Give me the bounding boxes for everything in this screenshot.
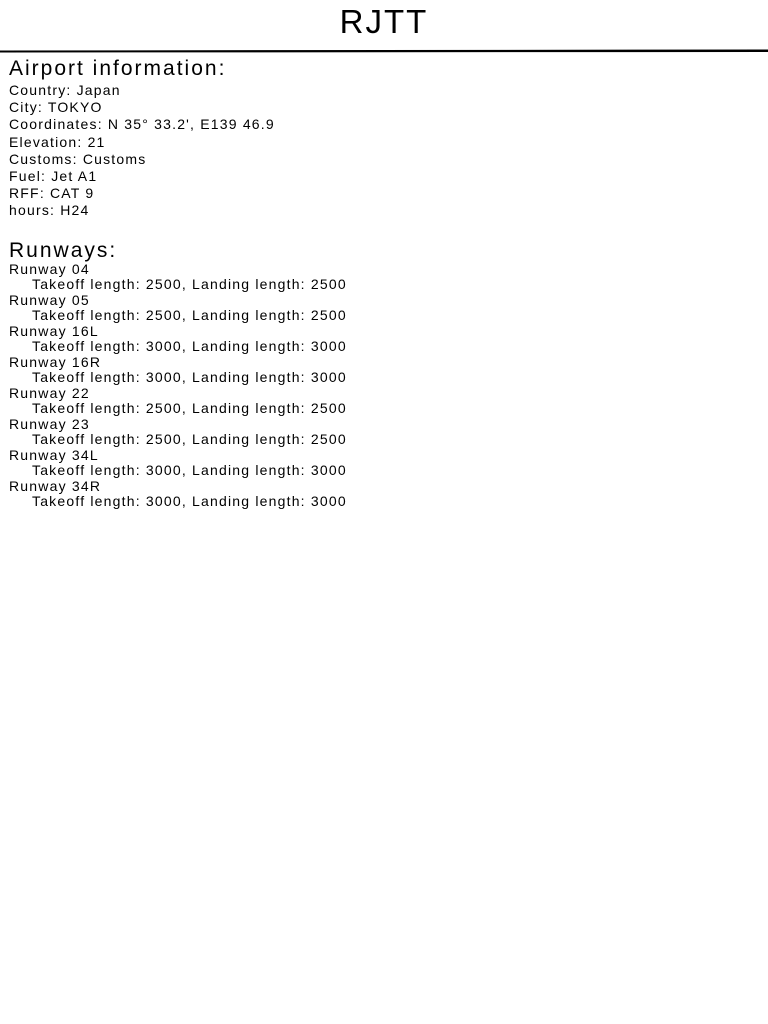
runway-name: Runway 16L (9, 322, 99, 339)
runway-item (9, 415, 749, 449)
runway-lengths: Takeoff length: 2500, Landing length: 2500 (32, 307, 347, 324)
runway-name: Runway 34L (9, 446, 99, 463)
info-country: Country: Japan (9, 82, 121, 98)
runway-lengths: Takeoff length: 2500, Landing length: 2500 (32, 400, 347, 417)
runway-lengths: Takeoff length: 3000, Landing length: 3000 (32, 338, 347, 355)
runway-name: Runway 22 (9, 384, 90, 401)
runway-item (9, 446, 749, 480)
info-rff: RFF: CAT 9 (9, 185, 95, 202)
runway-item (9, 384, 749, 418)
info-hours: hours: H24 (9, 202, 90, 219)
runway-name: Runway 04 (9, 260, 90, 277)
runway-name: Runway 16R (9, 353, 102, 370)
page-title: RJTT (339, 3, 429, 40)
runway-lengths: Takeoff length: 3000, Landing length: 3000 (32, 369, 347, 386)
airport-info-list (9, 82, 749, 220)
runway-name: Runway 23 (9, 415, 90, 432)
title-divider (0, 49, 768, 54)
runway-item (9, 260, 749, 294)
runway-name: Runway 34R (9, 477, 102, 494)
runway-item (9, 477, 749, 511)
info-fuel: Fuel: Jet A1 (9, 168, 98, 185)
runway-list (9, 260, 749, 511)
airport-info-heading: Airport information: (9, 57, 227, 80)
runway-lengths: Takeoff length: 3000, Landing length: 3000 (32, 462, 347, 479)
info-customs: Customs: Customs (9, 150, 147, 167)
runway-name: Runway 05 (9, 291, 90, 308)
runways-heading: Runways: (9, 238, 118, 262)
runway-item (9, 291, 749, 325)
runway-item (9, 353, 749, 387)
runway-item (9, 322, 749, 356)
runway-lengths: Takeoff length: 2500, Landing length: 2500 (32, 431, 347, 448)
runway-lengths: Takeoff length: 2500, Landing length: 2500 (32, 276, 347, 293)
airport-details (9, 57, 749, 511)
info-elevation: Elevation: 21 (9, 133, 106, 150)
info-coordinates: Coordinates: N 35° 33.2', E139 46.9 (9, 116, 275, 133)
runway-lengths: Takeoff length: 3000, Landing length: 3000 (32, 493, 347, 510)
info-city: City: TOKYO (9, 99, 103, 116)
